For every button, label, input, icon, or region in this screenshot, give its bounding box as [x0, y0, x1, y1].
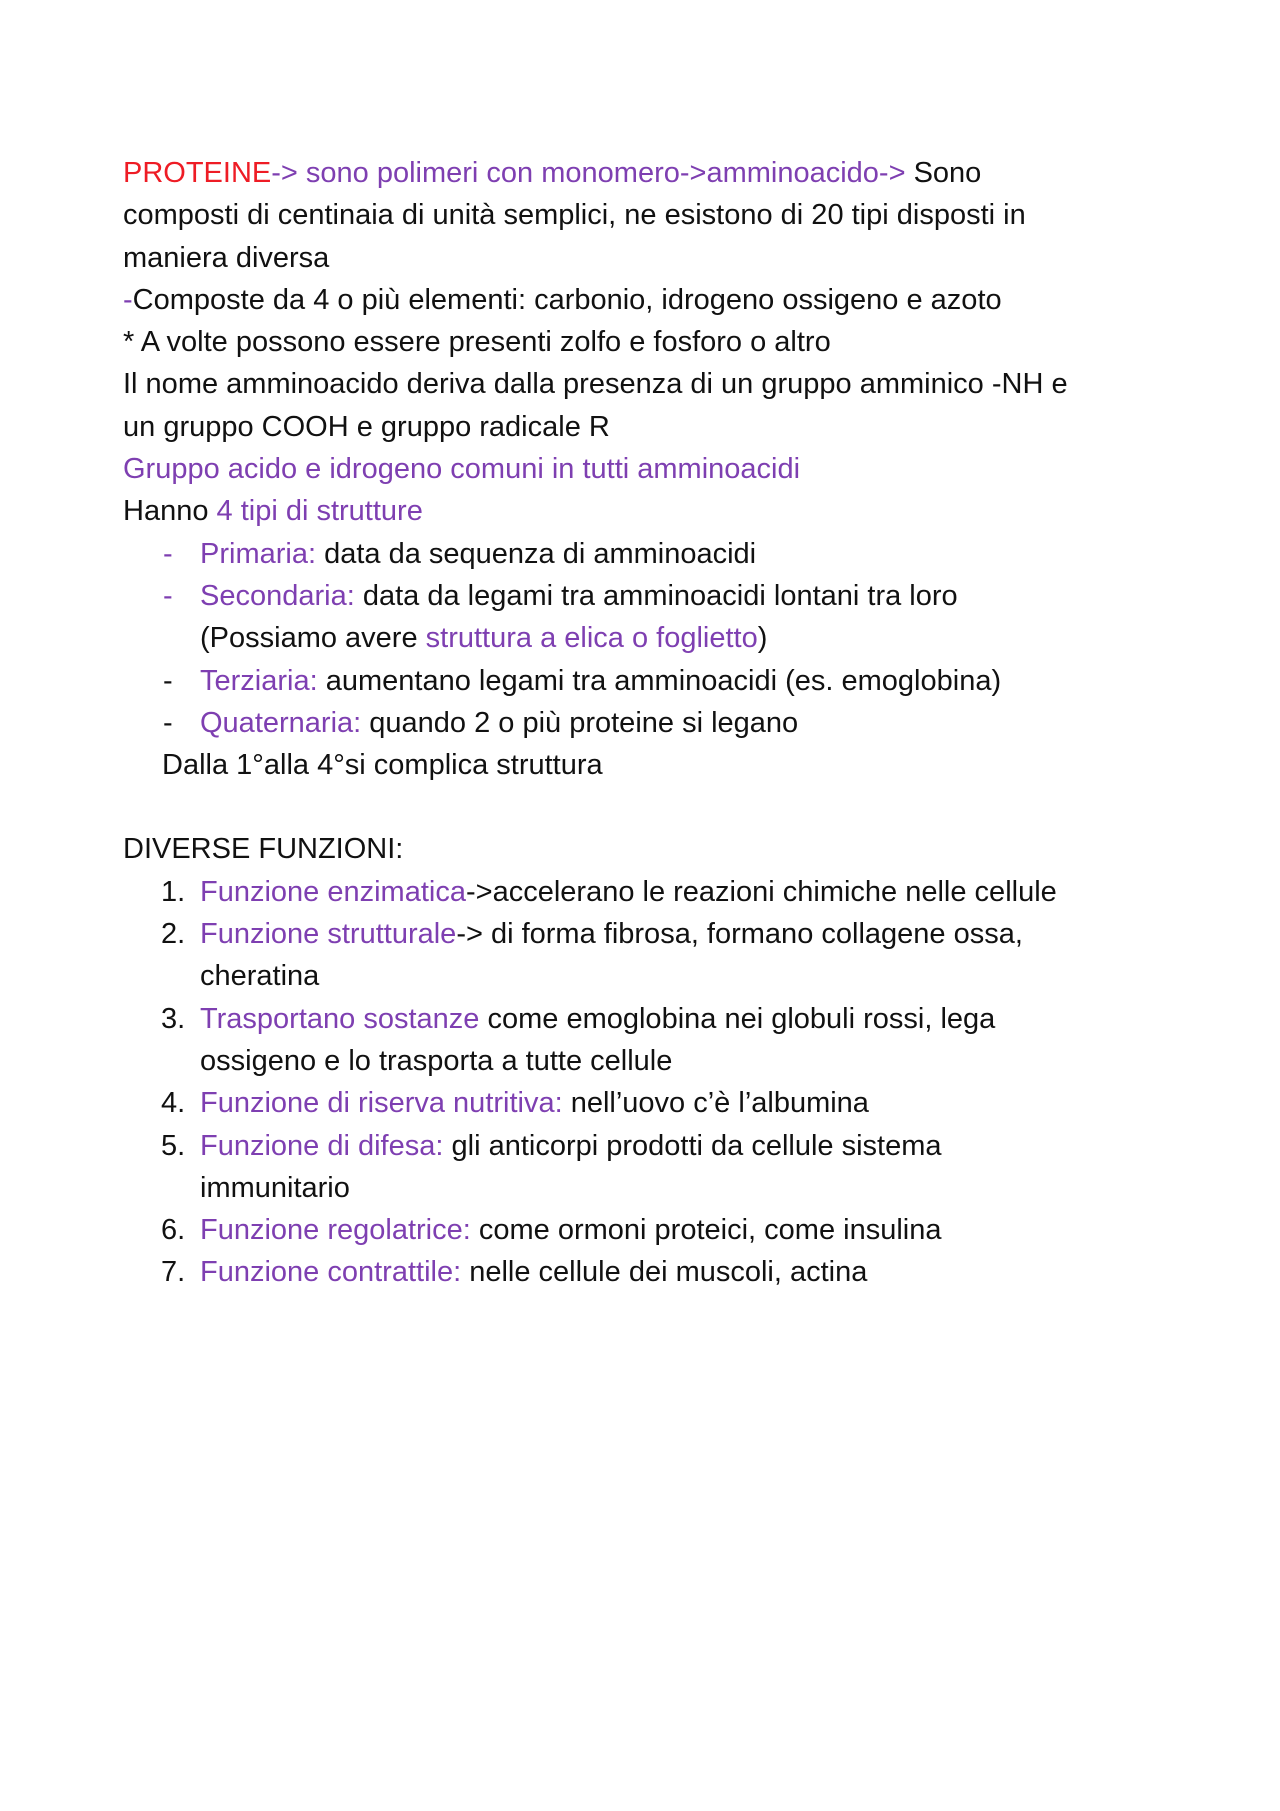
item-term: Funzione di difesa:	[200, 1129, 444, 1162]
item-term: Terziaria:	[200, 664, 318, 697]
dash-marker: -	[163, 579, 173, 612]
item-cont: )	[757, 622, 768, 655]
intro-line-2: composti di centinaia di unità semplici, ne esistono di 20 tipi disposti in	[123, 199, 1026, 232]
list-item	[123, 1209, 1180, 1251]
item-desc: data da legami tra amminoacidi lontani tra loro	[354, 579, 958, 612]
dash-marker: -	[123, 283, 133, 316]
list-item	[123, 1251, 1180, 1293]
intro-line-8: Gruppo acido e idrogeno comuni in tutti amminoacidi	[123, 453, 801, 486]
item-cont-highlight: struttura a elica o foglietto	[425, 622, 758, 655]
item-term: Quaternaria:	[200, 706, 362, 739]
intro-text: Sono	[905, 157, 982, 189]
item-number: 6.	[161, 1214, 186, 1247]
intro-line-5: * A volte possono essere presenti zolfo e fosforo o altro	[123, 326, 831, 359]
list-item	[123, 575, 1180, 660]
item-cont: (Possiamo avere	[200, 622, 426, 655]
list-item	[123, 998, 1180, 1083]
item-term: Trasportano sostanze	[200, 1002, 480, 1035]
item-number: 1.	[161, 875, 186, 908]
structures-note: Dalla 1°alla 4°si complica struttura	[162, 749, 603, 782]
item-number: 3.	[161, 1002, 186, 1035]
list-item	[123, 660, 1180, 702]
item-term: Funzione regolatrice:	[200, 1214, 471, 1247]
list-item	[123, 533, 1180, 575]
item-desc: -> di forma fibrosa, formano collagene ossa,	[456, 918, 1023, 951]
intro-highlight: -> sono polimeri con monomero->amminoacido->	[271, 157, 906, 189]
intro-text: Composte da 4 o più elementi: carbonio, idrogeno ossigeno e azoto	[132, 283, 1002, 316]
item-number: 4.	[161, 1087, 186, 1120]
intro-text: Hanno	[123, 495, 217, 528]
item-term: Primaria:	[200, 537, 317, 570]
spacer	[123, 786, 1180, 828]
intro-line-3: maniera diversa	[123, 241, 330, 274]
item-desc: ->accelerano le reazioni chimiche nelle cellule	[465, 875, 1057, 908]
item-desc: aumentano legami tra amminoacidi (es. emoglobina)	[317, 664, 1002, 697]
item-cont: immunitario	[200, 1171, 350, 1204]
item-number: 7.	[161, 1256, 186, 1289]
functions-heading: DIVERSE FUNZIONI:	[123, 833, 404, 866]
intro-line-1	[123, 152, 1180, 194]
item-term: Funzione di riserva nutritiva:	[200, 1087, 563, 1120]
item-term: Funzione strutturale	[200, 918, 457, 951]
intro-highlight: 4 tipi di strutture	[216, 495, 423, 528]
intro-line-4	[123, 279, 1180, 321]
item-cont: cheratina	[200, 960, 320, 993]
item-number: 2.	[161, 918, 186, 951]
item-desc: come emoglobina nei globuli rossi, lega	[479, 1002, 996, 1035]
structures-list	[123, 533, 1180, 744]
item-desc: nelle cellule dei muscoli, actina	[461, 1256, 868, 1289]
list-item	[123, 1082, 1180, 1124]
title-word: PROTEINE	[123, 157, 272, 189]
list-item	[123, 1125, 1180, 1210]
item-desc: gli anticorpi prodotti da cellule sistema	[443, 1129, 942, 1162]
item-desc: come ormoni proteici, come insulina	[470, 1214, 942, 1247]
item-desc: data da sequenza di amminoacidi	[316, 537, 757, 570]
item-desc: nell’uovo c’è l’albumina	[562, 1087, 869, 1120]
list-item	[123, 871, 1180, 913]
dash-marker: -	[163, 706, 173, 739]
functions-list	[123, 871, 1180, 1294]
item-term: Funzione enzimatica	[200, 875, 466, 908]
dash-marker: -	[163, 664, 173, 697]
list-item	[123, 913, 1180, 998]
item-term: Funzione contrattile:	[200, 1256, 462, 1289]
item-term: Secondaria:	[200, 579, 355, 612]
item-number: 5.	[161, 1129, 186, 1162]
intro-line-7: un gruppo COOH e gruppo radicale R	[123, 410, 610, 443]
intro-line-6: Il nome amminoacido deriva dalla presenza di un gruppo amminico -NH e	[123, 368, 1068, 401]
dash-marker: -	[163, 537, 173, 570]
list-item	[123, 702, 1180, 744]
item-cont: ossigeno e lo trasporta a tutte cellule	[200, 1044, 673, 1077]
intro-line-9	[123, 490, 1180, 532]
item-desc: quando 2 o più proteine si legano	[361, 706, 799, 739]
